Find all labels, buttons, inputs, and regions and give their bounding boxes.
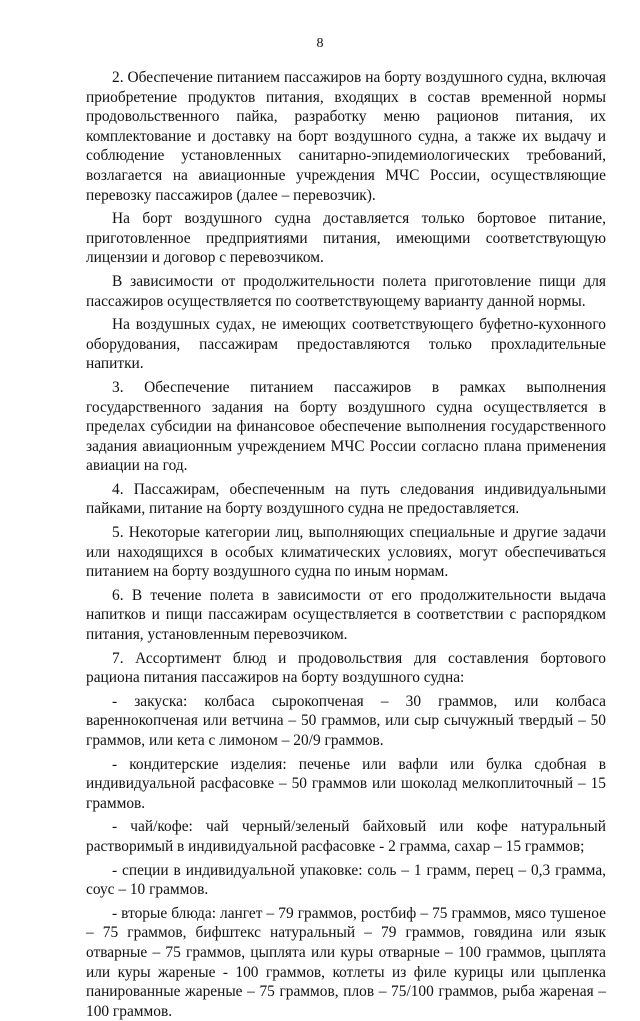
paragraph-7: 7. Ассортимент блюд и продовольствия для составления бортового рациона питания пассажиров на борту воздушного судна: [86, 649, 606, 687]
paragraph-3: 3. Обеспечение питанием пассажиров в рамках выполнения государственного задания на борту воздушного судна осуществляется в пределах субсидии на финансовое обеспечение выполнения государственного задания авиационным учреждением МЧС России согласно плана применения авиации на год. [86, 378, 606, 475]
document-body [86, 68, 606, 1021]
paragraph-6: 6. В течение полета в зависимости от его продолжительности выдача напитков и пищи пассажирам осуществляется в соответствии с распорядком питания, установленным перевозчиком. [86, 586, 606, 644]
list-item-tea-coffee: - чай/кофе: чай черный/зеленый байховый или кофе натуральный растворимый в индивидуальной расфасовке - 2 грамма, сахар – 15 граммов; [86, 818, 606, 855]
paragraph-soft-drinks: На воздушных судах, не имеющих соответствующего буфетно-кухонного оборудования, пассажирам предоставляются только прохладительные напитки. [86, 316, 606, 373]
paragraph-5: 5. Некоторые категории лиц, выполняющих специальные и другие задачи или находящихся в особых климатических условиях, могут обеспечиваться питанием на борту воздушного судна по иным нормам. [86, 524, 606, 581]
page-number: 8 [316, 36, 324, 51]
list-item-appetizer: - закуска: колбаса сырокопченая – 30 граммов, или колбаса вареннокопченая или ветчина – 50 граммов, или сыр сычужный твердый – 50 граммов, или кета с лимоном – 20/9 граммов. [86, 692, 606, 749]
list-item-spices: - специи в индивидуальной упаковке: соль – 1 грамм, перец – 0,3 грамма, соус – 10 граммов. [86, 861, 606, 899]
paragraph-4: 4. Пассажирам, обеспеченным на путь следования индивидуальными пайками, питание на борту воздушного судна не предоставляется. [86, 480, 606, 518]
paragraph-2: 2. Обеспечение питанием пассажиров на борту воздушного судна, включая приобретение продуктов питания, входящих в состав временной нормы продовольственного пайка, разработку меню рационов питания, их комплектование и доставку на борт воздушного судна, а также их выдачу и соблюдение установленных санитарно-эпидемиологических требований, возлагается на авиационные учреждения МЧС России, осуществляющие перевозку пассажиров (далее – перевозчик). [86, 69, 606, 204]
paragraph-onboard-food: На борт воздушного судна доставляется только бортовое питание, приготовленное предприятиями питания, имеющими соответствующую лицензии и договор с перевозчиком. [86, 210, 606, 267]
list-item-confectionery: - кондитерские изделия: печенье или вафли или булка сдобная в индивидуальной расфасовке – 50 граммов или шоколад мелкоплиточный – 15 граммов. [86, 755, 606, 812]
list-item-main-courses: - вторые блюда: лангет – 79 граммов, ростбиф – 75 граммов, мясо тушеное – 75 граммов, бифштекс натуральный – 79 граммов, говядина или язык отварные – 75 граммов, цыплята или куры отварные – 100 граммов, цыплята или куры жареные - 100 граммов, котлеты из филе курицы или цыпленка панированные жареные – 75 граммов, плов – 75/100 граммов, рыба жареная – 100 граммов. [86, 904, 606, 1020]
paragraph-flight-duration: В зависимости от продолжительности полета приготовление пищи для пассажиров осуществляется по соответствующему варианту данной нормы. [86, 272, 606, 310]
